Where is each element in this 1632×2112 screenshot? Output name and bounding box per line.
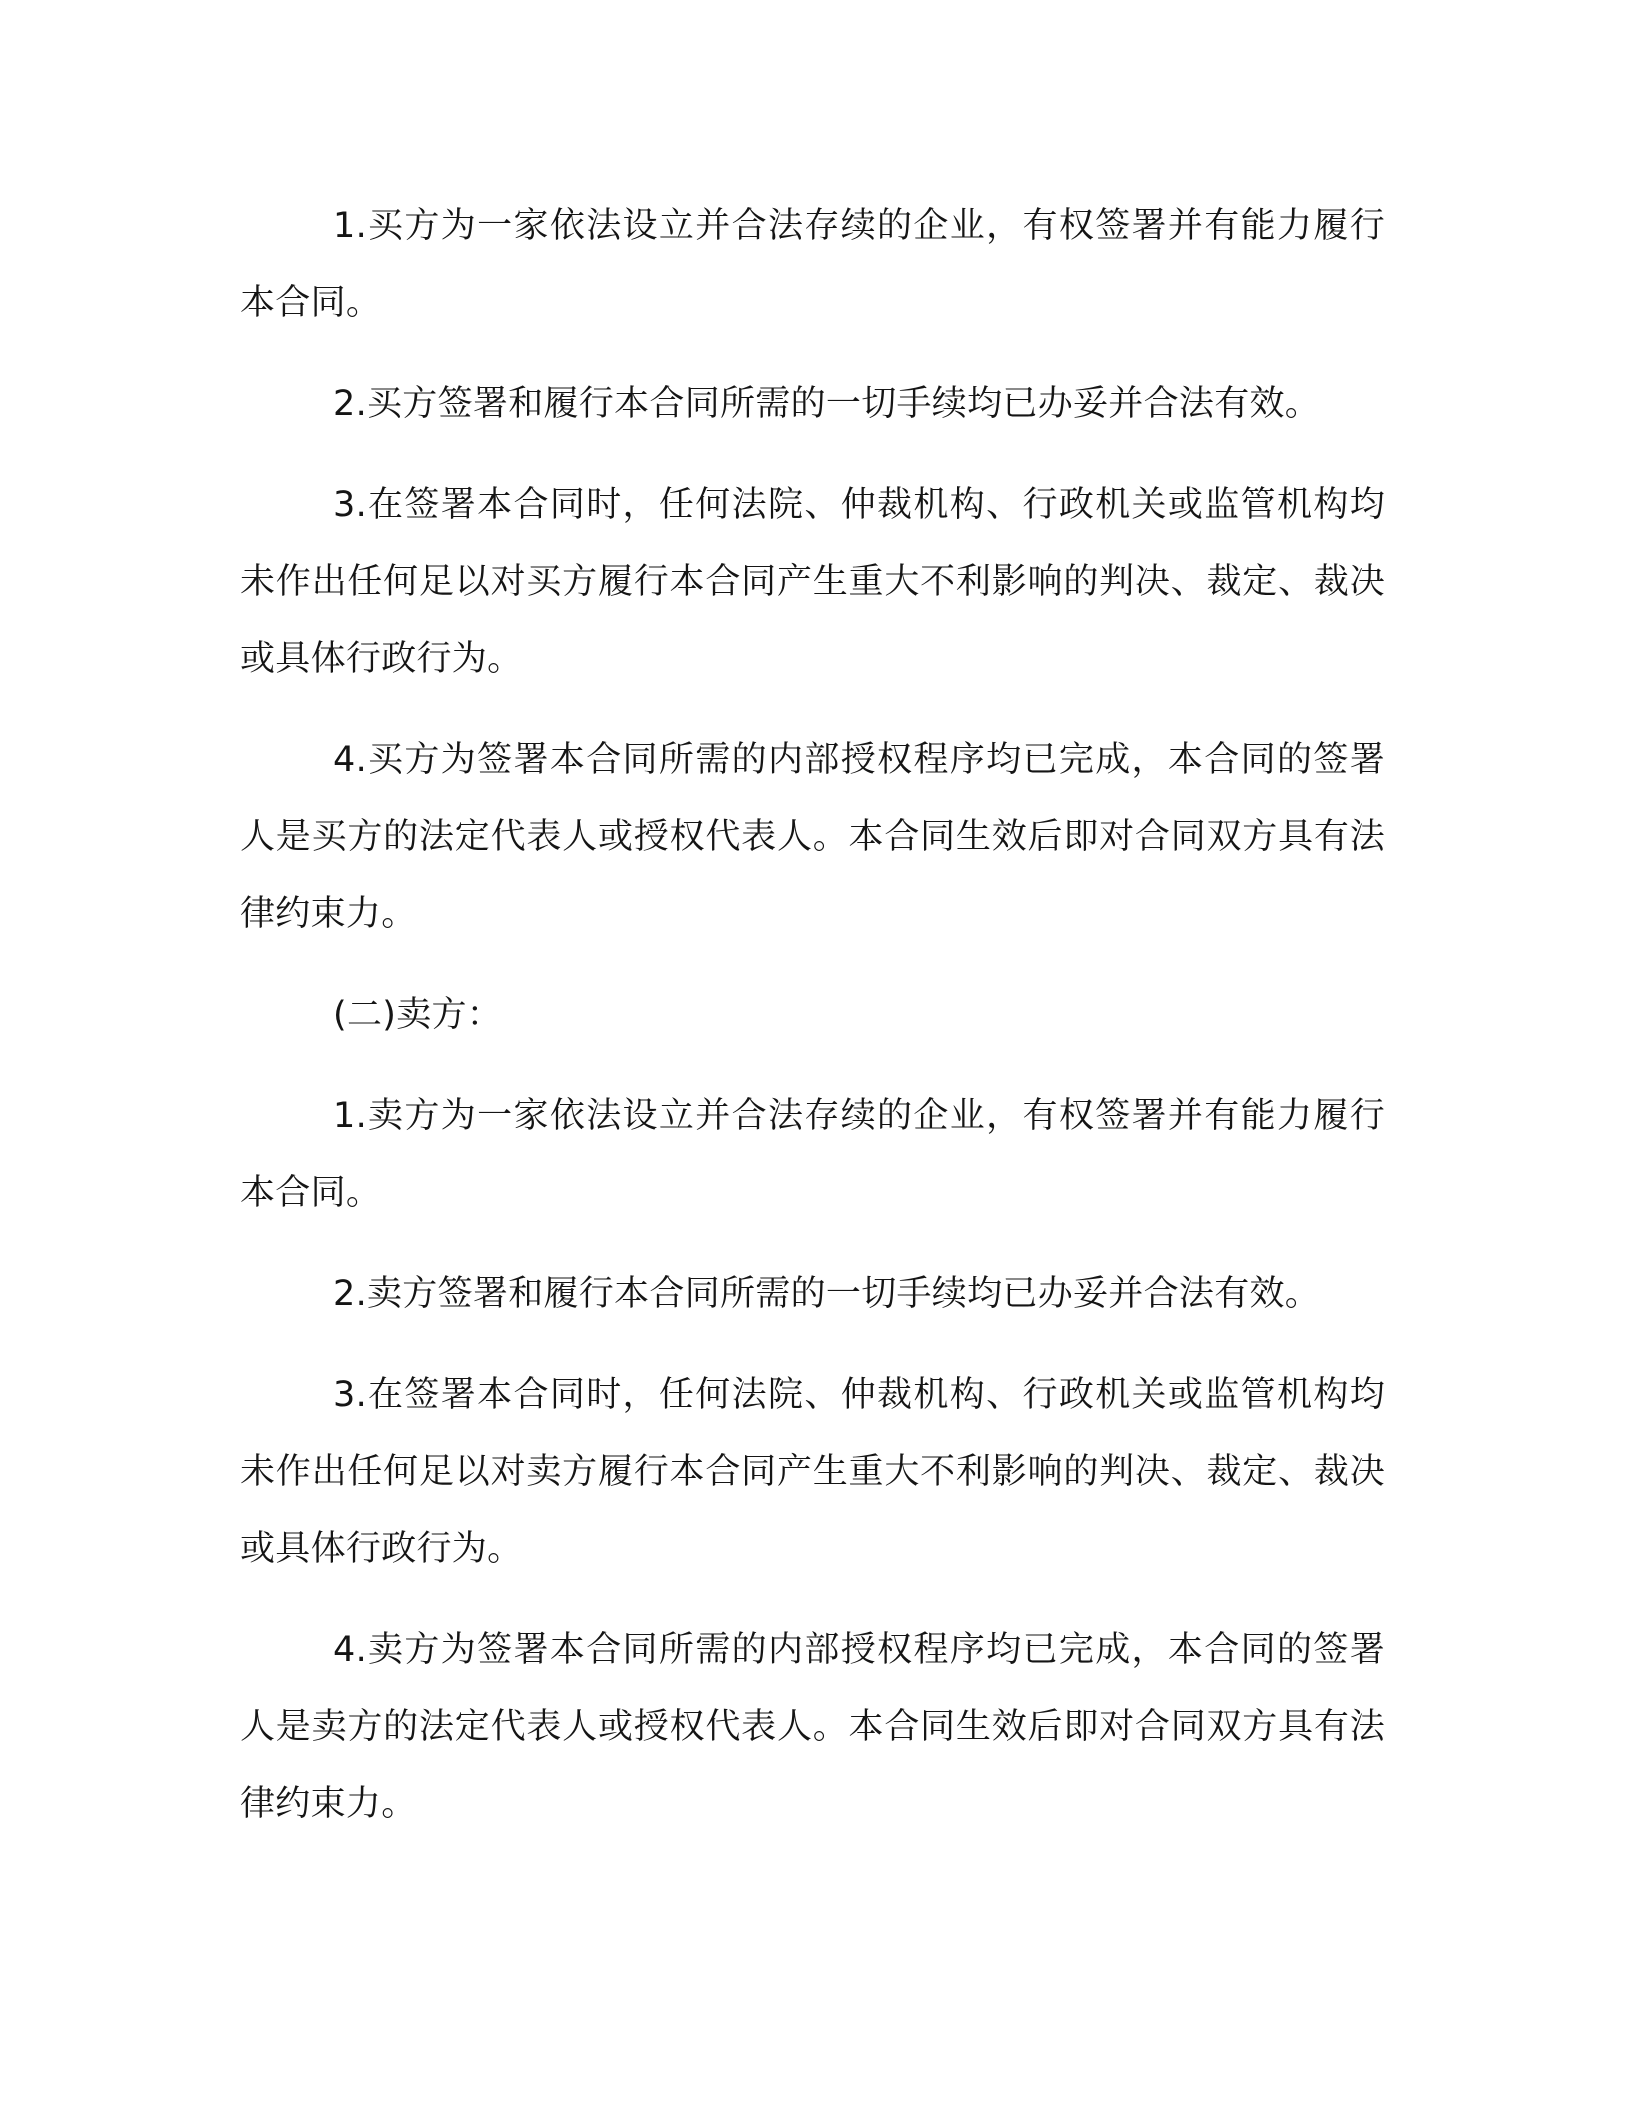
buyer-clause-1: 1.买方为一家依法设立并合法存续的企业，有权签署并有能力履行本合同。: [240, 206, 1385, 323]
buyer-clause-3: 3.在签署本合同时，任何法院、仲裁机构、行政机关或监管机构均未作出任何足以对买方履行本合同产生重大不利影响的判决、裁定、裁决或具体行政行为。: [240, 485, 1385, 679]
seller-clause-3: 3.在签署本合同时，任何法院、仲裁机构、行政机关或监管机构均未作出任何足以对卖方履行本合同产生重大不利影响的判决、裁定、裁决或具体行政行为。: [240, 1375, 1385, 1569]
seller-section-heading: (二)卖方：: [333, 995, 503, 1035]
seller-clause-1: 1.卖方为一家依法设立并合法存续的企业，有权签署并有能力履行本合同。: [240, 1096, 1385, 1213]
seller-clause-4: 4.卖方为签署本合同所需的内部授权程序均已完成，本合同的签署人是卖方的法定代表人或授权代表人。本合同生效后即对合同双方具有法律约束力。: [240, 1630, 1385, 1824]
buyer-clause-4: 4.买方为签署本合同所需的内部授权程序均已完成，本合同的签署人是买方的法定代表人或授权代表人。本合同生效后即对合同双方具有法律约束力。: [240, 740, 1385, 934]
buyer-clause-2: 2.买方签署和履行本合同所需的一切手续均已办妥并合法有效。: [333, 384, 1321, 424]
seller-clause-2: 2.卖方签署和履行本合同所需的一切手续均已办妥并合法有效。: [333, 1274, 1321, 1314]
document-page: [240, 188, 1385, 1867]
